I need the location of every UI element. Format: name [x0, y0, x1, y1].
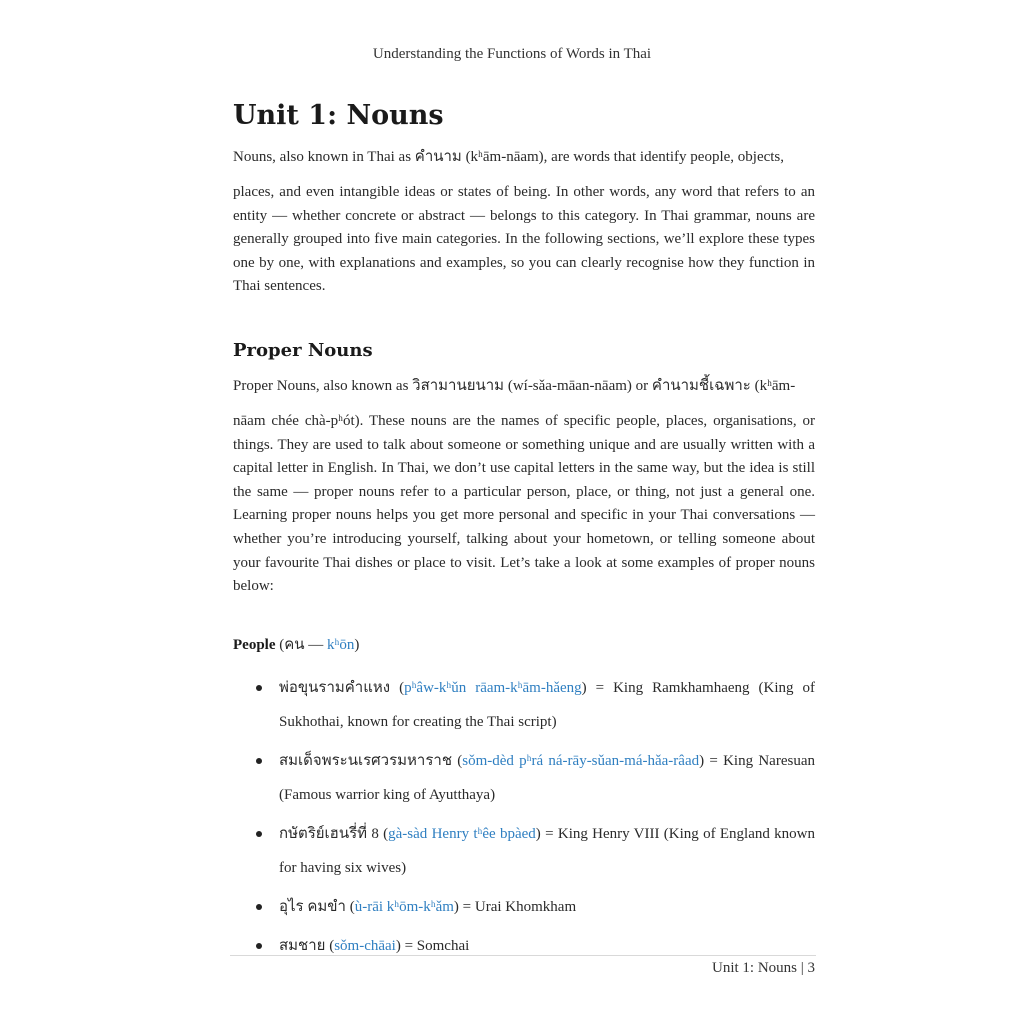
item-translit: sǒm-dèd pʰrá ná-rāy-sǔan-má-hǎa-râad	[462, 752, 700, 769]
item-meaning: Somchai	[416, 937, 470, 954]
running-header: Understanding the Functions of Words in Thai	[372, 46, 652, 62]
item-thai: พ่อขุนรามคำแหง	[279, 679, 391, 696]
intro-rest: places, and even intangible ideas or states of being. In other words, any word that refers to an entity — whether concrete or abstract — belongs to this category. In Thai grammar, nouns are generally grouped into five main categories. In the following sections, we’ll explore these types one by one, with explanations and examples, so you can clearly recognise how they function in Thai sentences.	[233, 184, 815, 295]
people-thai: คน	[284, 636, 305, 653]
item-meaning: Urai Khomkham	[474, 898, 577, 915]
item-translit: pʰâw-kʰǔn rāam-kʰām-hǎeng	[404, 679, 582, 696]
list-item: กษัตริย์เฮนรี่ที่ 8 (gà-sàd Henry tʰêe bpàed) = King Henry VIII (King of England known for having six wives)	[233, 817, 815, 885]
proper-nouns-first-line: Proper Nouns, also known as วิสามานยนาม (wí-sǎa-māan-nāam) or คำนามชี้เฉพาะ (kʰām-	[233, 377, 796, 394]
list-item: สมชาย (sǒm-chāai) = Somchai	[233, 929, 815, 963]
item-meaning: King Ramkhamhaeng (King of Sukhothai, known for creating the Thai script)	[279, 679, 815, 730]
people-example-list	[233, 671, 815, 963]
item-thai: สมชาย	[279, 937, 326, 954]
item-translit: ù-rāi kʰōm-kʰǎm	[354, 898, 454, 915]
people-heading: People (คน — kʰōn)	[233, 636, 360, 653]
people-translit: kʰōn	[327, 636, 355, 653]
section-title-proper-nouns: Proper Nouns	[233, 339, 373, 361]
footer-divider	[230, 955, 816, 956]
list-item: พ่อขุนรามคำแหง (pʰâw-kʰǔn rāam-kʰām-hǎeng) = King Ramkhamhaeng (King of Sukhothai, known for creating the Thai script)	[233, 671, 815, 739]
item-thai: สมเด็จพระนเรศวรมหาราช	[279, 752, 452, 769]
item-thai: กษัตริย์เฮนรี่ที่ 8	[279, 825, 379, 842]
proper-nouns-paragraph	[233, 375, 815, 599]
intro-paragraph	[233, 146, 815, 299]
intro-first-line: Nouns, also known in Thai as คำนาม (kʰām-nāam), are words that identify people, objects,	[233, 149, 785, 165]
proper-nouns-rest: nāam chée chà-pʰót). These nouns are the names of specific people, places, organisations, or things. They are used to talk about someone or something unique and are usually written with a capital letter in English. In Thai, we don’t use capital letters in the same way, but the idea is still the same — proper nouns refer to a particular person, place, or thing, not just a general one. Learning proper nouns helps you get more personal and specific in your Thai conversations — whether you’re introducing yourself, talking about your hometown, or telling someone about your favourite Thai dishes or place to visit. Let’s take a look at some examples of proper nouns below:	[233, 412, 815, 595]
list-item: อุไร คมขำ (ù-rāi kʰōm-kʰǎm) = Urai Khomkham	[233, 890, 815, 924]
page-content	[233, 96, 815, 968]
page-footer: Unit 1: Nouns | 3	[711, 960, 815, 976]
people-label: People	[233, 636, 276, 653]
item-meaning: King Naresuan (Famous warrior king of Ayutthaya)	[279, 752, 815, 803]
item-translit: gà-sàd Henry tʰêe bpàed	[388, 825, 536, 842]
list-item: สมเด็จพระนเรศวรมหาราช (sǒm-dèd pʰrá ná-rāy-sǔan-má-hǎa-râad) = King Naresuan (Famous warrior king of Ayutthaya)	[233, 744, 815, 812]
item-thai: อุไร คมขำ	[279, 898, 346, 915]
item-translit: sǒm-chāai	[334, 937, 396, 954]
item-meaning: King Henry VIII (King of England known for having six wives)	[279, 825, 815, 876]
unit-title: Unit 1: Nouns	[233, 100, 444, 131]
